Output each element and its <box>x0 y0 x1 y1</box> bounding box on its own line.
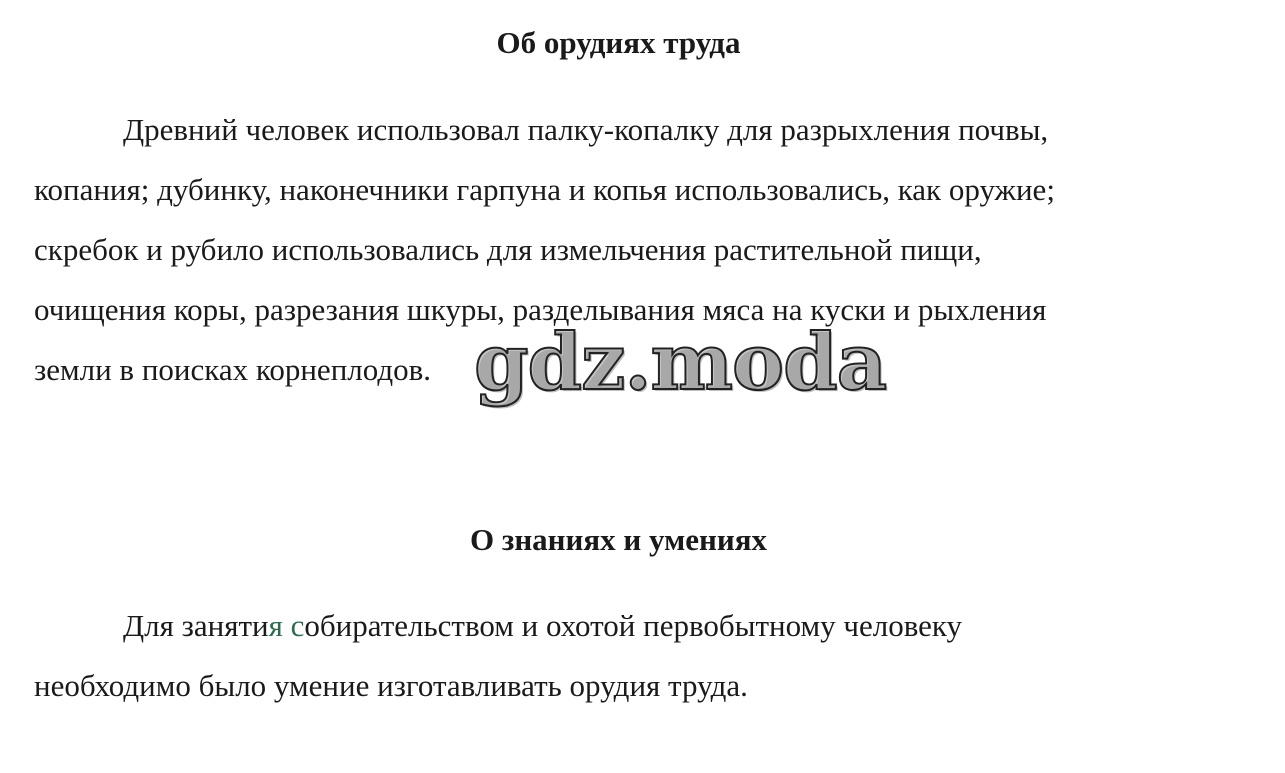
paragraph-line: очищения коры, разрезания шкуры, разделывания мяса на куски и рыхления <box>34 292 1047 327</box>
text-run-accent: я с <box>268 608 305 643</box>
text-run: обирательством и охотой первобытному человеку <box>304 608 963 643</box>
section-heading-tools: Об орудиях труда <box>496 25 741 60</box>
paragraph-line <box>34 596 962 656</box>
text-run: Для заняти <box>123 608 269 643</box>
section-heading-knowledge: О знаниях и умениях <box>470 522 767 557</box>
paragraph-line: Древний человек использовал палку-копалку для разрыхления почвы, <box>123 112 1049 147</box>
paragraph-tools <box>34 100 1055 400</box>
watermark-logo: gdz.moda <box>474 317 887 408</box>
paragraph-knowledge <box>34 596 962 716</box>
paragraph-line: необходимо было умение изготавливать орудия труда. <box>34 668 748 703</box>
paragraph-line: копания; дубинку, наконечники гарпуна и копья использовались, как оружие; <box>34 172 1055 207</box>
paragraph-line: земли в поисках корнеплодов. <box>34 352 432 387</box>
paragraph-line: скребок и рубило использовались для измельчения растительной пищи, <box>34 232 982 267</box>
